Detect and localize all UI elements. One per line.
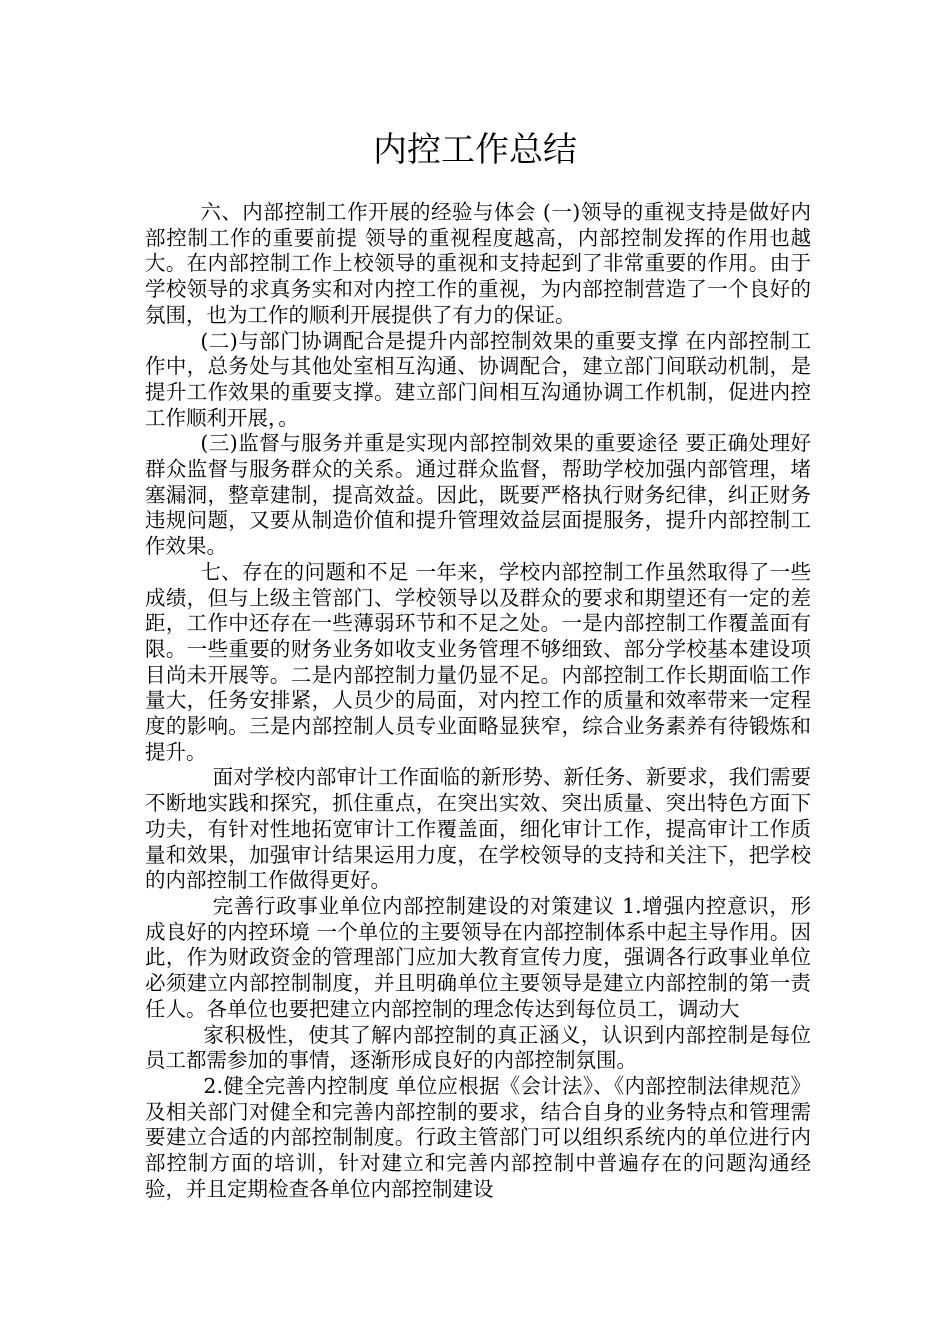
paragraph-supervision: (三)监督与服务并重是实现内部控制效果的重要途径 要正确处理好群众监督与服务群众的关系。通过群众监督，帮助学校加强内部管理，堵塞漏洞，整章建制，提高效益。因此，既要严格执行财务纪律，纠正财务违规问题，又要从制造价值和提升管理效益层面提服务，提升内部控制工作效果。	[145, 431, 811, 559]
paragraph-problems: 七、存在的问题和不足 一年来，学校内部控制工作虽然取得了一些成绩，但与上级主管部门、学校领导以及群众的要求和期望还有一定的差距，工作中还存在一些薄弱环节和不足之处。一是内部控制工作覆盖面有限。一些重要的财务业务如收支业务管理不够细致、部分学校基本建设项目尚未开展等。二是内部控制力量仍显不足。内部控制工作长期面临工作量大，任务安排紧，人员少的局面，对内控工作的质量和效率带来一定程度的影响。三是内部控制人员专业面略显狭窄，综合业务素养有待锻炼和提升。	[145, 559, 811, 764]
document-body	[145, 200, 811, 1202]
paragraph-control-system: 2.健全完善内控制度 单位应根据《会计法》、《内部控制法律规范》及相关部门对健全和完善内部控制的要求，结合自身的业务特点和管理需要建立合适的内部控制制度。行政主管部门可以组织系统内的单位进行内部控制方面的培训，针对建立和完善内部控制中普遍存在的问题沟通经验，并且定期检查各单位内部控制建设	[145, 1073, 811, 1201]
paragraph-experience: 六、内部控制工作开展的经验与体会 (一)领导的重视支持是做好内部控制工作的重要前提 领导的重视程度越高，内部控制发挥的作用也越大。在内部控制工作上校领导的重视和支持起到了非常重要的作用。由于学校领导的求真务实和对内控工作的重视，为内部控制营造了一个良好的氛围，也为工作的顺利开展提供了有力的保证。	[145, 200, 811, 327]
document-title: 内控工作总结	[373, 130, 577, 170]
paragraph-suggestions-continued: 家积极性，使其了解内部控制的真正涵义，认识到内部控制是每位员工都需参加的事情，逐渐形成良好的内部控制氛围。	[145, 1022, 811, 1073]
paragraph-suggestions: 完善行政事业单位内部控制建设的对策建议 1.增强内控意识，形成良好的内控环境 一个单位的主要领导在内部控制体系中起主导作用。因此，作为财政资金的管理部门应加大教育宣传力度，强调各行政事业单位必须建立内部控制制度，并且明确单位主要领导是建立内部控制的第一责任人。各单位也要把建立内部控制的理念传达到每位员工，调动大	[145, 893, 811, 1021]
paragraph-audit-outlook: 面对学校内部审计工作面临的新形势、新任务、新要求，我们需要不断地实践和探究，抓住重点，在突出实效、突出质量、突出特色方面下功夫，有针对性地拓宽审计工作覆盖面，细化审计工作，提高审计工作质量和效果，加强审计结果运用力度，在学校领导的支持和关注下，把学校的内部控制工作做得更好。	[145, 765, 811, 893]
paragraph-coordination: (二)与部门协调配合是提升内部控制效果的重要支撑 在内部控制工作中，总务处与其他处室相互沟通、协调配合，建立部门间联动机制，是提升工作效果的重要支撑。建立部门间相互沟通协调工作机制，促进内控工作顺利开展，。	[145, 328, 811, 430]
